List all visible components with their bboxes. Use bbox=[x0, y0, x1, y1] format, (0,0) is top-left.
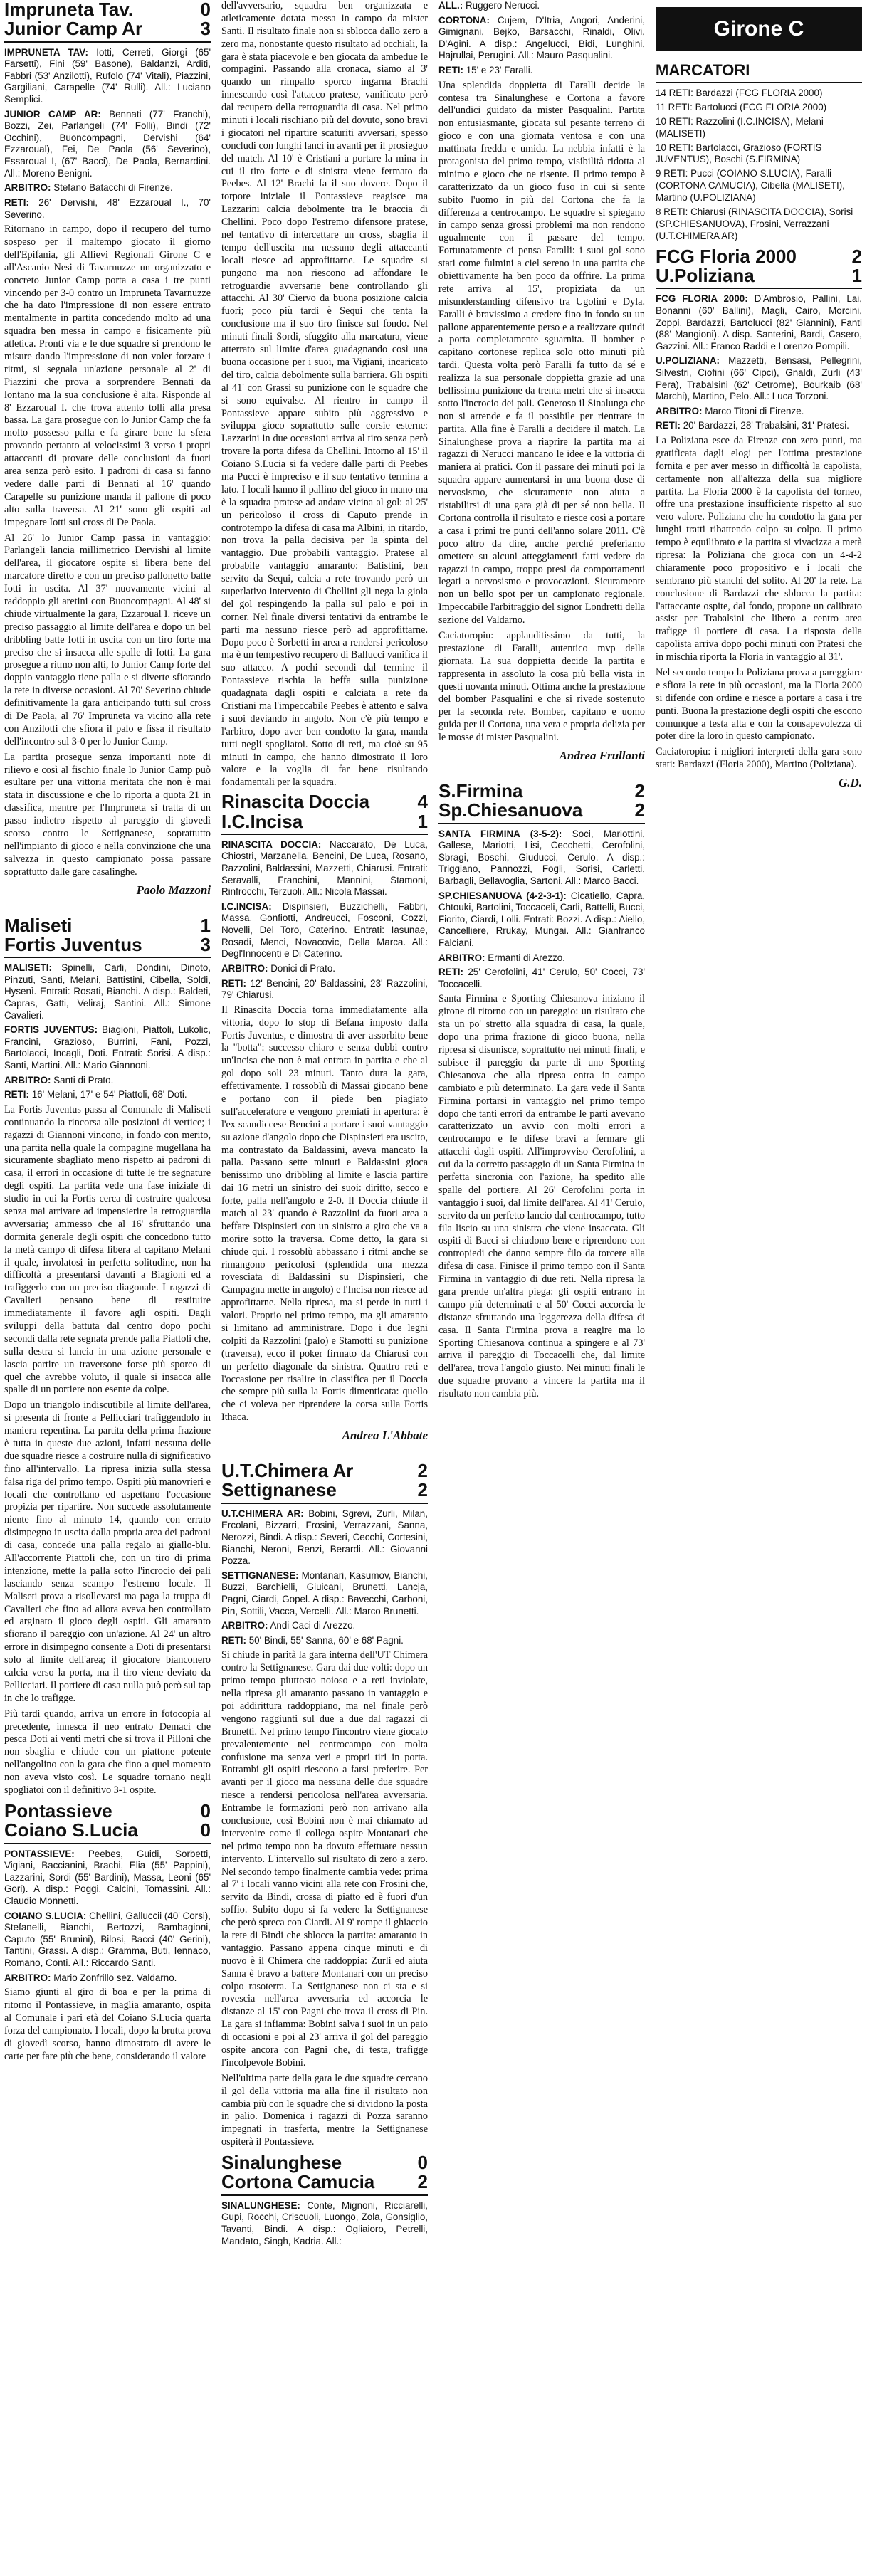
home-team: Impruneta Tav. bbox=[4, 0, 134, 20]
away-team: I.C.Incisa bbox=[221, 810, 303, 832]
lineup-home: RINASCITA DOCCIA: Naccarato, De Luca, Chiostri, Marzanella, Bencini, De Luca, Rosano, Razzolini, Baldassini, Mazzetti, Chiarusi. Entrati: Seravalli, Franchini, Mannini, Stamoni, Rinfrocchi, Terzuoli. All.: Nicola Massai. bbox=[221, 838, 428, 898]
report-paragraph: dell'avversario, squadra ben organizzata e atleticamente dotata messa in campo da mister Santi. Il risultato finale non si sblocca dallo zero a zero ma, nonostante questo risultato ad occhiali, la gara è stata piacevole e ben giocata da ambedue le compagini. Passando alla cronaca, siamo al 3' quando un rimpallo sporco ingarna Brachi innescando così l'attacco pratese, vanificato però dal recupero della retroguardia di casa. Nel primo minuti i locali rischiano più del dovuto, sono bravi i giocatori nel ripartire scaturiti avversari, spesso concludi con lunghi lanci in avanti per il prosieguo del match. Al 10' è Cristiani a portare la mina in cui il tiro forte e di sinistra viene fermato da Peebes. Al 12' Brachi fa il suo dovere. Dopo il torpore iniziale il Pontassieve reagisce ma Lazzarini calcia debolmente tra le braccia di Chellini. Poco dopo l'estremo difensore pratese, nel tentativo di intercettare un cross, sbaglia il tempo dell'uscita ma nessuno degli attaccanti locali riesce ad approfittarne. Le squadre si pungono ma non riescono ad affondare le retroguardie avversarie bene controllando gli attacchi. Al 30' Ciervo da buona posizione calcia fuori; poco più tardi è Sequi che tenta la conclusione ma il suo tiro finisce sul fondo. Nel minuti finali Sordi, sfuggito alla marcatura, viene atterrato sul limite d'area guadagnando così una buona occasione per i suoi, ma Vigiani, incaricato del tiro, calcia debolmente sulla barriera. Gli ospiti al 41' con Grassi su punizione con le squadre che si sono equivalse. Al rientro in campo il Pontassieve appare subito più aggressivo e sviluppa gioco soprattutto sulle corsie esterne: Lazzarini in due occasioni arriva al tiro senza però trovare la porta difesa da Chellini. Intorno al 15' il Coiano S.Lucia si fa vedere dalle parti di Peebes ma Pucci è impreciso e il suo tentativo termina a lato. I locali hanno il pallino del gioco in mano ma è la squadra pratese ad andare vicina al gol: al 25' un pericoloso il cross di Caputo prende in controtempo la difesa di casa ma Albini, in ritardo, non trova la palla decisiva per la spinta del vantaggio. Due probabili vantaggio. Pratese al probabile vantaggio amaranto: Batistini, ben servito da Sequi, calcia a rete trovando però un superlativo intervento di Chellini gli nega la gioia del gol respingendo la palla sul palo e poi in corner. Nel finale diversi tentativi da entrambe le parti ma nessuno riesce però ad approfittarne. Dopo poco è Sorbetti in area a rendersi pericoloso ma è un tempestivo recupero di Ballucci vanifica il suo attacco. A pochi secondi dal termine il Pontassieve rischia la beffa sulla punizione quadagnata dagli ospiti e calciata a rete da Cristiani ma l'impeccabile Peebes è attento e salva i suoi deviando in angolo. Non c'è più tempo e l'arbitro, dopo aver ben condotto la gara, manda tutti negli spogliatoi. Sotto di reti, ma cioè su 95 minuti in campo, che hanno dimostrato il loro valore e la voglia di far bene risultando fondamentali per la squadra. bbox=[221, 0, 428, 789]
lineup-home: PONTASSIEVE: Peebes, Guidi, Sorbetti, Vigiani, Baccianini, Brachi, Elia (55' Pappini), Lazzarini, Sordi (55' Bardini), Massa, Leoni (65' Gori). A disp.: Poggi, Calcini, Tomassini. All.: Claudio Monnetti. bbox=[4, 1848, 211, 1906]
lineup-home: IMPRUNETA TAV: Iotti, Cerreti, Giorgi (65' Farsetti), Fini (59' Basone), Baldanzi, Arditi, Fabbri (53' Anzilotti), Rufolo (74' Vitali), Piazzini, Gargiliani, Carapelle (74' Rulli). All.: Luciano Semplici. bbox=[4, 46, 211, 105]
report-paragraph: Dopo un triangolo indiscutibile al limite dell'area, si presenta di fronte a Pellicciari trafiggendolo in maniera repentina. La partita della prima frazione è tutta in queste due azioni, infatti nessuna delle due squadre riesce a costruire nulla di significativo fino all'intervallo. La ripresa inizia sulla stessa falsa riga del primo tempo. Ospiti più manovrieri e locali che controllano ed aspettano l'occasione propizia per ripartire. Non succede assolutamente niente fino al minuto 14, quando con errato disimpegno in uscita dalla propria area dei padroni di casa, concede una palla regalo ai giallo-blu. All'accorrente Piattoli che, con un tiro di prima intenzione, mette la palla sotto l'incrocio dei pali lasciando senza scampo l'estremo locale. Il Maliseti prova a risollevarsi ma paga la truppa di Cavalieri che fino ad allora aveva ben controllato ed arginato il gioco degli ospiti. Gli amaranto sfiorano il pareggio con un'azione. Al 24' un altro errore in disimpegno consente a Doti di presentarsi solo al limite dell'area; il giocatore bianconero calcia verso la porta, ma il tiro viene deviato da Pellicciari. Il portiere di casa nulla può però sul tap in che lo trafigge. bbox=[4, 1399, 211, 1704]
report-paragraph: Più tardi quando, arriva un errore in fotocopia al precedente, innesca il neo entrato Demaci che pesca Doti ai venti metri che si trova il Pilloni che non sbaglia e chiude con un piattone potente nell'angolino con la gara che fino a quel momento non aveva visto così. Le squadre tornano negli spogliatoi con il definitivo 3-1 ospite. bbox=[4, 1708, 211, 1797]
home-score: 0 bbox=[417, 2152, 428, 2174]
away-team-line bbox=[656, 266, 862, 285]
lineup-away: U.POLIZIANA: Mazzetti, Bensasi, Pellegrini, Silvestri, Ciofini (66' Cipci), Gnaldi, Zurli (43' Pera), Trabalsini (62' Cetrome), Bourkaib (68' Marchi), Martino, Pelo. All.: Luca Torzoni. bbox=[656, 355, 862, 402]
report-paragraph: Caciatoropiu: i migliori interpreti della gara sono stati: Bardazzi (Floria 2000), Martino (Poliziana). bbox=[656, 746, 862, 771]
scorer-line: 14 RETI: Bardazzi (FCG FLORIA 2000) bbox=[656, 88, 823, 98]
away-team-line bbox=[4, 19, 211, 38]
column-1 bbox=[4, 0, 211, 2576]
divider bbox=[221, 2194, 428, 2196]
scorer-line: 8 RETI: Chiarusi (RINASCITA DOCCIA), Sorisi (SP.CHIESANUOVA), Frosini, Verrazzani (U.T.CHIMERA AR) bbox=[656, 206, 853, 241]
match-rinascita-incisa bbox=[221, 792, 428, 1443]
coach: ALL.: Ruggero Nerucci. bbox=[438, 0, 540, 11]
away-score: 2 bbox=[634, 799, 645, 821]
home-score: 0 bbox=[200, 1799, 211, 1821]
home-team: S.Firmina bbox=[438, 779, 523, 801]
home-score: 1 bbox=[200, 914, 211, 936]
scorers-heading: MARCATORI bbox=[656, 61, 750, 79]
away-score: 2 bbox=[417, 1479, 428, 1501]
away-score: 3 bbox=[200, 933, 211, 955]
home-score: 4 bbox=[417, 791, 428, 813]
report-paragraph: Si chiude in parità la gara interna dell'UT Chimera contro la Settignanese. Gara dai due volti: dopo un primo tempo piuttosto noioso e a reti inviolate, nella ripresa gli amaranto passano in vantaggio e poi addirittura raddoppiano, ma nel finale però vengono raggiunti sul due a due dal ragazzi di Brunetti. Nel primo tempo l'incontro viene giocato prevalentemente nel centrocampo con molta confusione ma senza veri e propri tiri in porta. Entrambi gli ospiti riescono a farsi preferire. Per avanti per il gioco ma nessuna delle due squadre riesce a rendersi pericolosa nell'area avversaria. Entrambe le formazioni però non arrivano alla conclusione, così Bobini non è mai chiamato ad intervenire come il collega ospite Montanari che nel primo tempo non ha dovuto effettuare nessun intervento. L'intervallo sul risultato di zero a zero. Nel secondo tempo finalmente cambia vede: prima al 7' i locali vanno vicini alla rete con Frosini che, servito da Bindi, crossa di piatto ed è fuori d'un soffio. Subito dopo si fa vedere la Settignanese che però spreca con Ciardi. Al 9' rompe il ghiaccio la rete di Bindi che sblocca la partita: amaranto in vantaggio. Passano appena cinque minuti e di nuovo è il Chimera che raddoppia: Zurli ed aiuta Sanna è bravo a battere Montanari con un preciso colpo rasoterra. La Settignanese non ci sta e si rovescia nell'area avversaria ed accorcia le distanze al 15' con Pagni che trova il cross di Pin. La gara si infiamma: Bobini salva i suoi in un paio di occasioni e poi al 23' arriva il gol del pareggio ospite ancora con Pagni che, di testa, trafigge l'incolpevole Bobini. bbox=[221, 1649, 428, 2068]
away-team: U.Poliziana bbox=[656, 264, 755, 286]
lineup-away: I.C.INCISA: Dispinsieri, Buzzichelli, Fabbri, Massa, Gonfiotti, Andreucci, Fosconi, Cozzi, Novelli, Del Toro, Caterino. Entrati: Iasunae, Rosadi, Menci, Novacovic, Della Marca. All.: Degl'Innocenti e Di Caterino. bbox=[221, 900, 428, 960]
referee: ARBITRO: Andi Caci di Arezzo. bbox=[221, 1620, 356, 1631]
report-paragraph: Santa Firmina e Sporting Chiesanova iniziano il girone di ritorno con un pareggio: un risultato che sta un po' stretto alla squadra di casa, la quale, dopo una prima frazione di gioco buona, nella ripresa si disunisce, soprattutto nei minuti finali, e subisce il pareggio da parte di uno Sporting Chiesanova che alla ripresa entra in campo cambiato e più determinato. La gara vede il Santa Firmina portarsi in vantaggio nel primo tempo dopo che tanti errori da entrambe le parti avevano caratterizzato un avvio con molti errori a centrocampo e le difese bravi a fermare gli attacchi dagli ospiti. All'improvviso Cerofolini, a cui da la corretto passaggio di un Santa Firmina in perfetta sincronia con l'azione, ha spedito alle spalle del portiere. Al 26' Cerofolini porta in vantaggio i suoi, dal limite dell'area. Al 41' Cerulo, servito da un perfetto lancio dal centrocampo, tutto fila liscio su una sinistra che viene insaccata. Gli ospiti di Bacci si chiudono bene e riprendono con contropiedi che danno sempre filo da torcere alla difesa di casa. Finisce il primo tempo con il Santa Firmina in vantaggio di due reti. Nella ripresa la gara prende un'altra piega: gli ospiti entrano in campo più determinati e al 50' Cocci accorcia le distanze sfruttando una leggerezza della difesa di casa. Il Santa Firmina prova a reagire ma lo Sporting Chiesanova continua a spingere e al 73' arriva il pareggio di Toccacelli che, dal limite dell'area, trova l'angolo giusto. Nei minuti finali le due squadre provano a vincere la partita ma il risultato non cambia più. bbox=[438, 993, 645, 1400]
divider bbox=[4, 957, 211, 958]
match-sinalunghese-cortona bbox=[221, 2153, 428, 2247]
lineup-home: SANTA FIRMINA (3-5-2): Soci, Mariottini, Gallese, Mariotti, Lisi, Cecchetti, Cerofolini, Sbragi, Boschi, Giuducci, Cerulo. A disp.: Triggiano, Pannozzi, Fogli, Sorisi, Carletti, Barbagli, Bellavoglia, Sartoni. All.: Marco Bacci. bbox=[438, 828, 645, 886]
away-team: Junior Camp Ar bbox=[4, 18, 143, 40]
author-byline: Paolo Mazzoni bbox=[136, 883, 211, 897]
column-3 bbox=[438, 0, 645, 2576]
away-team: Fortis Juventus bbox=[4, 933, 142, 955]
referee: ARBITRO: Ermanti di Arezzo. bbox=[438, 952, 565, 963]
divider bbox=[438, 823, 645, 824]
home-team-line bbox=[221, 792, 428, 811]
report-paragraph: Nell'ultima parte della gara le due squadre cercano il gol della vittoria ma alla fine il risultato non cambia più con le squadre che si dividono la posta in palio. Domenica i ragazzi di Pozza saranno impegnati in trasferta, mentre la Settignanese ospiterà il Pontassieve. bbox=[221, 2072, 428, 2148]
away-score: 0 bbox=[200, 1819, 211, 1841]
away-score: 1 bbox=[417, 810, 428, 832]
home-team: Sinalunghese bbox=[221, 2152, 342, 2174]
match-chimera-settignanese bbox=[221, 1461, 428, 2149]
away-team-line bbox=[221, 812, 428, 831]
report-paragraph: Al 26' lo Junior Camp passa in vantaggio: Parlangeli lancia millimetrico Dervishi al limite dell'area, il giocatore ospite si libera bene del marcatore diretto e con un preciso pallonetto batte Iotti in uscita. Al 37' nuovamente vicini al raddoppio gli aretini con Buoncompagni. Al 48' si chiude virtualmente la gara, Ezzaroual I. riceve un preciso passaggio al limite dell'area e dopo un bel dribbling batte Iotti in uscita con un tiro forte ma preciso che si insacca alle spalle di Iotti. La gara prosegue a ritmo non alti, lo Junior Camp forte del doppio vantaggio tiene palla e si diverte sfiorando la rete in diverse occasioni. Al 70' Severino chiude definitivamente la gara anticipando tutti sul cross di De Paola, al 76' Impruneta va vicino alla rete con Anzilotti che sfiora il palo e fissa il risultato dell'incontro sul 3-0 per lo Junior Camp. bbox=[4, 532, 211, 747]
author-byline: Andrea L'Abbate bbox=[342, 1429, 428, 1443]
column-4 bbox=[656, 0, 862, 2576]
home-team: Pontassieve bbox=[4, 1799, 112, 1821]
home-score: 2 bbox=[417, 1460, 428, 1482]
report-paragraph: Il Rinascita Doccia torna immediatamente alla vittoria, dopo lo stop di Befana imposto dalla Fortis Juventus, e dimostra di aver assorbito bene la "botta": successo chiaro e senza dubbi contro un'Incisa che non è mai entrata in partita e che al gol dopo soli 23 minuti. Tanto dura la gara, effettivamente. I rossoblù di Massai giocano bene e portano con il piede ben piagiato sull'acceleratore e vengono premiati in apertura: è l'ex scandiccese Bencini a portare i suoi vantaggio su azione d'angolo dopo che Dispinsieri era uscito, ma contrastato da Baldassini, aveva mancato la palla. Passano sette minuti e Baldassini gioca benissimo uno dribbling al limite e lascia partire dai 16 metri un sinistro dei suoi: diritto, secco e forte, palla nell'angolo e 2-0. Il Doccia chiude il match al 23' quando è Razzolini da fuori area a beffare Dispinsieri con un sinistro a giro che va a morire sotto la traversa. Come detto, la gara si chiude qui. I rossoblù abbassano i ritmi anche se rimangono pericolosi (splendida una mezza rovesciata di Baldassini su Dispinsieri, che Campagna mette in angolo) e l'Incisa non riesce ad approfittarne. Nella ripresa, ma si perde in tutti i valori. Proprio nel primo tempo, ma gli amaranto si limitano ad amministrare. Dopo i due legni colpiti da Razzolini (palo) e Stamotti su punizione (traversa), ecco il poker firmato da Chiarusi con un perfetto diagonale da sinistra. Quattro reti e l'occasione per risalire in classifica per il Doccia che sempre più sulla la Fortis dimenticata: quello che ci voleva per riprendere la corsa sulla Fortis Ithaca. bbox=[221, 1004, 428, 1424]
goals: RETI: 20' Bardazzi, 28' Trabalsini, 31' Pratesi. bbox=[656, 420, 849, 431]
goals: RETI: 25' Cerofolini, 41' Cerulo, 50' Cocci, 73' Toccacelli. bbox=[438, 967, 645, 989]
match-pontassieve-coiano bbox=[4, 1799, 211, 2064]
report-paragraph: Una splendida doppietta di Faralli decide la contesa tra Sinalunghese e Cortona a favore dell'undici guidato da mister Pasqualini. Partita non entusiasmante, giocata sul pesante terreno di gioco e con una giornata ventosa e con una mattinata fredda e umida. La nebbia infatti è la protagonista del primo tempo, visibilità ridotta al minimo e gioco che ne risente. Il primo tempo è caratterizzato da un gioco fuso in cui si sente subito l'uomo in più del Cortona che fa la differenza a centrocampo. Le squadre si spiegano in campo senza grossi problemi ma non rendono ugualmente con il passare del tempo. Fortunatamente ci pensa Faralli: i suoi gol sono stati come fulmini a ciel sereno in una partita che obiettivamente ha ben poco da offrire. La prima rete arriva al 15', propiziata da un misunderstanding difensivo tra Ugolini e Dyla. Faralli è bravissimo a credere fino in fondo su un pallone apparentemente perso e a realizzare quindi a porta completamente sguarnita. Il bomber e capitano cortonese replica solo otto minuti più tardi. Questa volta però Faralli fa tutto da sé e realizza la sua personale doppietta grazie ad una bellissima punizione da trenta metri che si insacca sotto l'incrocio dei pali. Generoso il Sinalunga che non si arrende e fa il possibile per rientrare in partita. Alla fine è Faralli a decidere il match. La Sinalunghese prova a riaprire la partita ma ai ragazzi di Nerucci mancano le idee e la vittoria di maniera ai pratici. Con il passare dei minuti poi la squadra appare aumentarsi in una buona dose di nervosismo, che sicuramente non aiuta a ristabilirsi di una gara già di per sé non bella. Il Cortona controlla il risultato e riesce così a portare a casa i primi tre punti dell'anno solare 2011. C'è poco altro da dire, anche perché preferiamo omettere su alcuni atteggiamenti fatti vedere da ragazzi in campo, troppo presi da comportamenti legati a nervosismo e provocazioni. Sicuramente non un bello spot per un campionato regionale. Impeccabile l'arbitraggio del signor Londretti della sezione del Valdarno. bbox=[438, 79, 645, 626]
scorer-line: 10 RETI: Razzolini (I.C.INCISA), Melani (MALISETI) bbox=[656, 115, 824, 139]
home-team-line bbox=[221, 2153, 428, 2172]
home-team-line bbox=[4, 916, 211, 935]
away-score: 2 bbox=[417, 2171, 428, 2193]
match-floria-poliziana bbox=[656, 247, 862, 790]
author-byline: G.D. bbox=[838, 776, 862, 790]
divider bbox=[656, 82, 862, 83]
lineup-home: FCG FLORIA 2000: D'Ambrosio, Pallini, Lai, Bonanni (60' Ballini), Magli, Cairo, Morcini, Zoppi, Bardazzi, Bartolucci (82' Giannini), Fanti (88' Mangioni). A disp. Santerini, Bardi, Casero, Gazzini. All.: Franco Raddi e Lorenzo Pompili. bbox=[656, 293, 862, 352]
home-team-line bbox=[4, 0, 211, 19]
home-team-line bbox=[438, 779, 645, 801]
report-paragraph: Ritornano in campo, dopo il recupero del turno sospeso per il maltempo giocato il giorno dell'Epifania, gli Allievi Regionali Girone C e all'Ascanio Nesi di Tavarnuzze un organizzato e concreto Junior Camp porta a casa i tre punti vincendo per 3-0 contro un Impruneta Tavarnuzze che ha dato l'impressione di non essere entrato mentalmente in partita concedendo molto ad una squadra ben messa in campo e fisicamente più atletica. Pronti via e le due squadre si prendono le misure dando l'impressione di non voler forzare i ritmi, si segnala un'azione personale al 2' di Piazzini che prova a sorprendere Bennati da lontano ma la sua conclusione è alta. Risponde al 8' Ezzaroual I. che trova attento tolli alla presa bassa. La gara prosegue con lo Junior Camp che fa molto possesso palla e fa girare bene la sfera provando pertanto ai velocissimi 3 verso i propri attaccanti di provare delle conclusioni da fuori area senza però esito. I padroni di casa si fanno vedere dalle parti di Bennati al 16' quando Carapelle su punizione manda il pallone di poco alto sulla traversa. Al 21' sono gli ospiti ad impegnare Iotti sul cross di De Paola. bbox=[4, 224, 211, 528]
home-score: 2 bbox=[634, 779, 645, 801]
home-team: Maliseti bbox=[4, 914, 73, 936]
home-score: 0 bbox=[200, 0, 211, 20]
away-team-line bbox=[438, 801, 645, 820]
away-team: Coiano S.Lucia bbox=[4, 1819, 138, 1841]
report-paragraph: Caciatoropiu: applauditissimo da tutti, la prestazione di Faralli, autentico mvp della giornata. La sua doppietta decide la partita e rappresenta in assoluto la cosa più bella vista in questi novanta minuti. Ottima anche la prestazione del bomber Pasqualini e che si rivede sostenuto per la seconda rete. Bomber, capitano e uomo guida per il Cortona, una vera e propria delizia per le mosse di mister Pasqualini. bbox=[438, 629, 645, 744]
divider bbox=[4, 41, 211, 43]
group-banner: Girone C bbox=[656, 7, 862, 51]
home-team-line bbox=[4, 1799, 211, 1821]
scorer-line: 10 RETI: Bartolacci, Grazioso (FORTIS JUVENTUS), Boschi (S.FIRMINA) bbox=[656, 142, 822, 165]
home-team: Rinascita Doccia bbox=[221, 791, 370, 813]
lineup-home: SINALUNGHESE: Conte, Mignoni, Ricciarelli, Gupi, Rocchi, Criscuoli, Luongo, Zola, Gonsiglio, Tavanti, Bindi. A disp.: Ogliaioro, Petrelli, Mandato, Singh, Kadria. All.: bbox=[221, 2199, 428, 2246]
column-2 bbox=[221, 0, 428, 2576]
lineup-away: JUNIOR CAMP AR: Bennati (77' Franchi), Bozzi, Zei, Parlangeli (74' Folli), Bindi (72' Occhini), Buoncompagni, Dervishi (64' Ezzaroual), Fei, De Paola (56' Severino), Essaroual I, (67' Bacci), De Paola, Bernardini. All.: Moreno Benigni. bbox=[4, 108, 211, 179]
report-paragraph: La partita prosegue senza importanti note di rilievo e così al fischio finale lo Junior Camp può esultare per una vittoria meritata che non è mai stata in discussione e che lo riporta a quota 21 in classifica, mentre per l'Impruneta si tratta di un passo indietro rispetto al pareggio di giovedì scorso contro le Settignanese, soprattutto nell'impianto di gioco e nella convinzione che una salvezza in questo campionato possa passare soprattutto dalle gare casalinghe. bbox=[4, 751, 211, 878]
home-score: 2 bbox=[851, 245, 862, 267]
away-team-line bbox=[4, 935, 211, 955]
away-team: Settignanese bbox=[221, 1479, 337, 1501]
report-paragraph: La Poliziana esce da Firenze con zero punti, ma gratificata dagli elogi per l'ottima prestazione fornita e per aver messo in difficoltà la capolista, certamente non all'altezza della sua migliore partita. La Floria 2000 è la capolista del torneo, offre una prestazione insufficiente rispetto al suo vero valore. Poliziana che ha condotto la gara per lunghi tratti ribattendo colpo su colpo. Il primo tempo è equilibrato e la partita si vivacizza a metà ripresa: la Poliziana che gioca con un 4-4-2 chiaramente poco propositivo e i locali che sembrano più stanchi del solito. Al 20' la rete. La conclusione di Bardazzi che sblocca la partita: l'attaccante ospite, dal fondo, propone un calibrato assist per Trabalsini che libero a centro area trafigge il portiere di casa. La risposta della capolista arriva dopo pochi minuti con Pratesi che in mischia riporta la Floria in vantaggio al 31'. bbox=[656, 434, 862, 663]
divider bbox=[656, 288, 862, 289]
lineup-away: SETTIGNANESE: Montanari, Kasumov, Bianchi, Buzzi, Barchielli, Giuicani, Brunetti, Lancja, Pagni, Ciardi, Gopel. A disp.: Bavecchi, Carboni, Pin, Sottili, Vacca, Vercelli. All.: Marco Brunetti. bbox=[221, 1570, 428, 1616]
scorer-line: 9 RETI: Pucci (COIANO S.LUCIA), Faralli (CORTONA CAMUCIA), Cibella (MALISETI), Martino (U.POLIZIANA) bbox=[656, 168, 845, 204]
lineup-away: FORTIS JUVENTUS: Biagioni, Piattoli, Lukolic, Francini, Grazioso, Burrini, Fani, Pozzi, Bartolacci, Incagli, Doti. Entrati: Sorisi. A disp.: Santi, Martini. All.: Mario Giannoni. bbox=[4, 1024, 211, 1071]
home-team: U.T.Chimera Ar bbox=[221, 1460, 354, 1482]
author-byline: Andrea Frullanti bbox=[559, 748, 645, 762]
away-score: 1 bbox=[851, 264, 862, 286]
match-impruneta-junior bbox=[4, 0, 211, 898]
lineup-away: CORTONA: Cujem, D'Itria, Angori, Anderini, Gimignani, Bejko, Barsacchi, Rinaldi, Olivi, D'Agini. A disp.: Angelucci, Bidi, Lunghini, Hajrullai, Perugini. All.: Mauro Pasqualini. bbox=[438, 14, 645, 61]
home-team-line bbox=[656, 247, 862, 266]
away-team-line bbox=[221, 2172, 428, 2192]
lineup-home: MALISETI: Spinelli, Carli, Dondini, Dinoto, Pinzuti, Santi, Melani, Battistini, Cibella, Soldi, Hysenì. Entrati: Rosati, Bianchi. A disp.: Baldeti, Capras, Gatti, Veliraj, Santini. All.: Simone Cavalieri. bbox=[4, 962, 211, 1021]
lineup-away: COIANO S.LUCIA: Chellini, Galluccii (40' Corsi), Stefanelli, Bianchi, Bertozzi, Bambagioni, Caputo (55' Brunini), Bilosi, Bacci (40' Gerini), Tantini, Grassi. A disp.: Gramma, Buti, Iennaco, Romano, Conti. All.: Riccardo Santi. bbox=[4, 1910, 211, 1969]
divider bbox=[221, 1503, 428, 1504]
referee: ARBITRO: Marco Titoni di Firenze. bbox=[656, 405, 804, 416]
goals: RETI: 50' Bindi, 55' Sanna, 60' e 68' Pagni. bbox=[221, 1634, 404, 1646]
report-paragraph: Siamo giunti al giro di boa e per la prima di ritorno il Pontassieve, in maglia amaranto, ospita al Comunale i pari età del Coiano S.Lucia quarta forza del campionato. I locali, dopo la brutta prova di giovedì scorso, hanno dimostrato di avere le carte per fare più che bene, considerando il valore bbox=[4, 1987, 211, 2062]
match-maliseti-fortis bbox=[4, 916, 211, 1797]
away-team-line bbox=[4, 1821, 211, 1840]
lineup-away: SP.CHIESANUOVA (4-2-3-1): Cicatiello, Capra, Chtouki, Bartolini, Toccaceli, Carli, Battelli, Bucci, Fiorito, Ciardi, Lolli. Entrati: Bozzi. A disp.: Aiello, Cancelliere, Rrukay, Mungai. All.: Gianfranco Falciani. bbox=[438, 890, 645, 949]
scorer-line: 11 RETI: Bartolucci (FCG FLORIA 2000) bbox=[656, 101, 827, 112]
top-scorers bbox=[656, 61, 862, 243]
goals: RETI: 16' Melani, 17' e 54' Piattoli, 68' Doti. bbox=[4, 1089, 187, 1100]
goals: RETI: 26' Dervishi, 48' Ezzaroual I., 70' Severino. bbox=[4, 196, 211, 220]
away-team: Sp.Chiesanuova bbox=[438, 799, 583, 821]
away-team: Cortona Camucia bbox=[221, 2171, 375, 2193]
divider bbox=[4, 1843, 211, 1844]
away-score: 3 bbox=[200, 18, 211, 40]
goals: RETI: 15' e 23' Faralli. bbox=[438, 65, 533, 76]
away-team-line bbox=[221, 1481, 428, 1500]
divider bbox=[221, 834, 428, 835]
report-paragraph: Nel secondo tempo la Poliziana prova a pareggiare e sfiora la rete in più occasioni, ma la Floria 2000 si difende con ordine e riesce a portare a casa i tre punti. Buona la prestazione degli ospiti che escono comunque a testa alta e con la consapevolezza di poter dire la loro in questo campionato. bbox=[656, 667, 862, 742]
home-team: FCG Floria 2000 bbox=[656, 245, 797, 267]
referee: ARBITRO: Mario Zonfrillo sez. Valdarno. bbox=[4, 1972, 177, 1983]
goals: RETI: 12' Bencini, 20' Baldassini, 23' Razzolini, 79' Chiarusi. bbox=[221, 977, 428, 1001]
home-team-line bbox=[221, 1461, 428, 1481]
report-paragraph: La Fortis Juventus passa al Comunale di Maliseti continuando la rincorsa alle posizioni di vertice; i ragazzi di Giannoni vincono, in fondo con merito, una partita nella quale la compagine mugellana ha sicuramente sbagliato meno rispetto ai padroni di casa, il errori in occasione di tutte le tre segnature degli ospiti. La partita vede una fase iniziale di studio in cui la Fortis cerca di costruire qualcosa senza mai arrivare ad impensierire la retroguardia avversaria; ammesso che al 16' sfruttando una dormita generale degli ospiti che concedono tutto la metà campo di difesa libera al capitano Melani il quale, involatosi in perfetta solitudine, non ha difficoltà a presentarsi davanti a Biagioni ed a trafiggerlo con un preciso diagonale. I ragazzi di Cavalieri pensano bene di restituire immediatamente il favore agli ospiti. Dagli sviluppi della battuta dal centro dopo pochi secondi dalla rete segnata prende palla Piattoli che, sulla destra si lancia in una azione personale e lascia partire un traversone forse più sporco di quel che avrebbe voluto, il quale si insacca alle spalle di un portiere non esente da colpe. bbox=[4, 1103, 211, 1396]
match-firmina-chiesanuova bbox=[438, 779, 645, 1401]
referee: ARBITRO: Donici di Prato. bbox=[221, 962, 336, 974]
lineup-home: U.T.CHIMERA AR: Bobini, Sgrevi, Zurli, Milan, Ercolani, Bizzarri, Frosini, Verrazzani, Sanna, Nerozzi, Bindi. A disp.: Severi, Cecchi, Cortesini, Bianchi, Neroni, Renzi, Berardi. All.: Giovanni Pozza. bbox=[221, 1508, 428, 1567]
referee: ARBITRO: Stefano Batacchi di Firenze. bbox=[4, 182, 173, 194]
referee: ARBITRO: Santi di Prato. bbox=[4, 1074, 114, 1085]
